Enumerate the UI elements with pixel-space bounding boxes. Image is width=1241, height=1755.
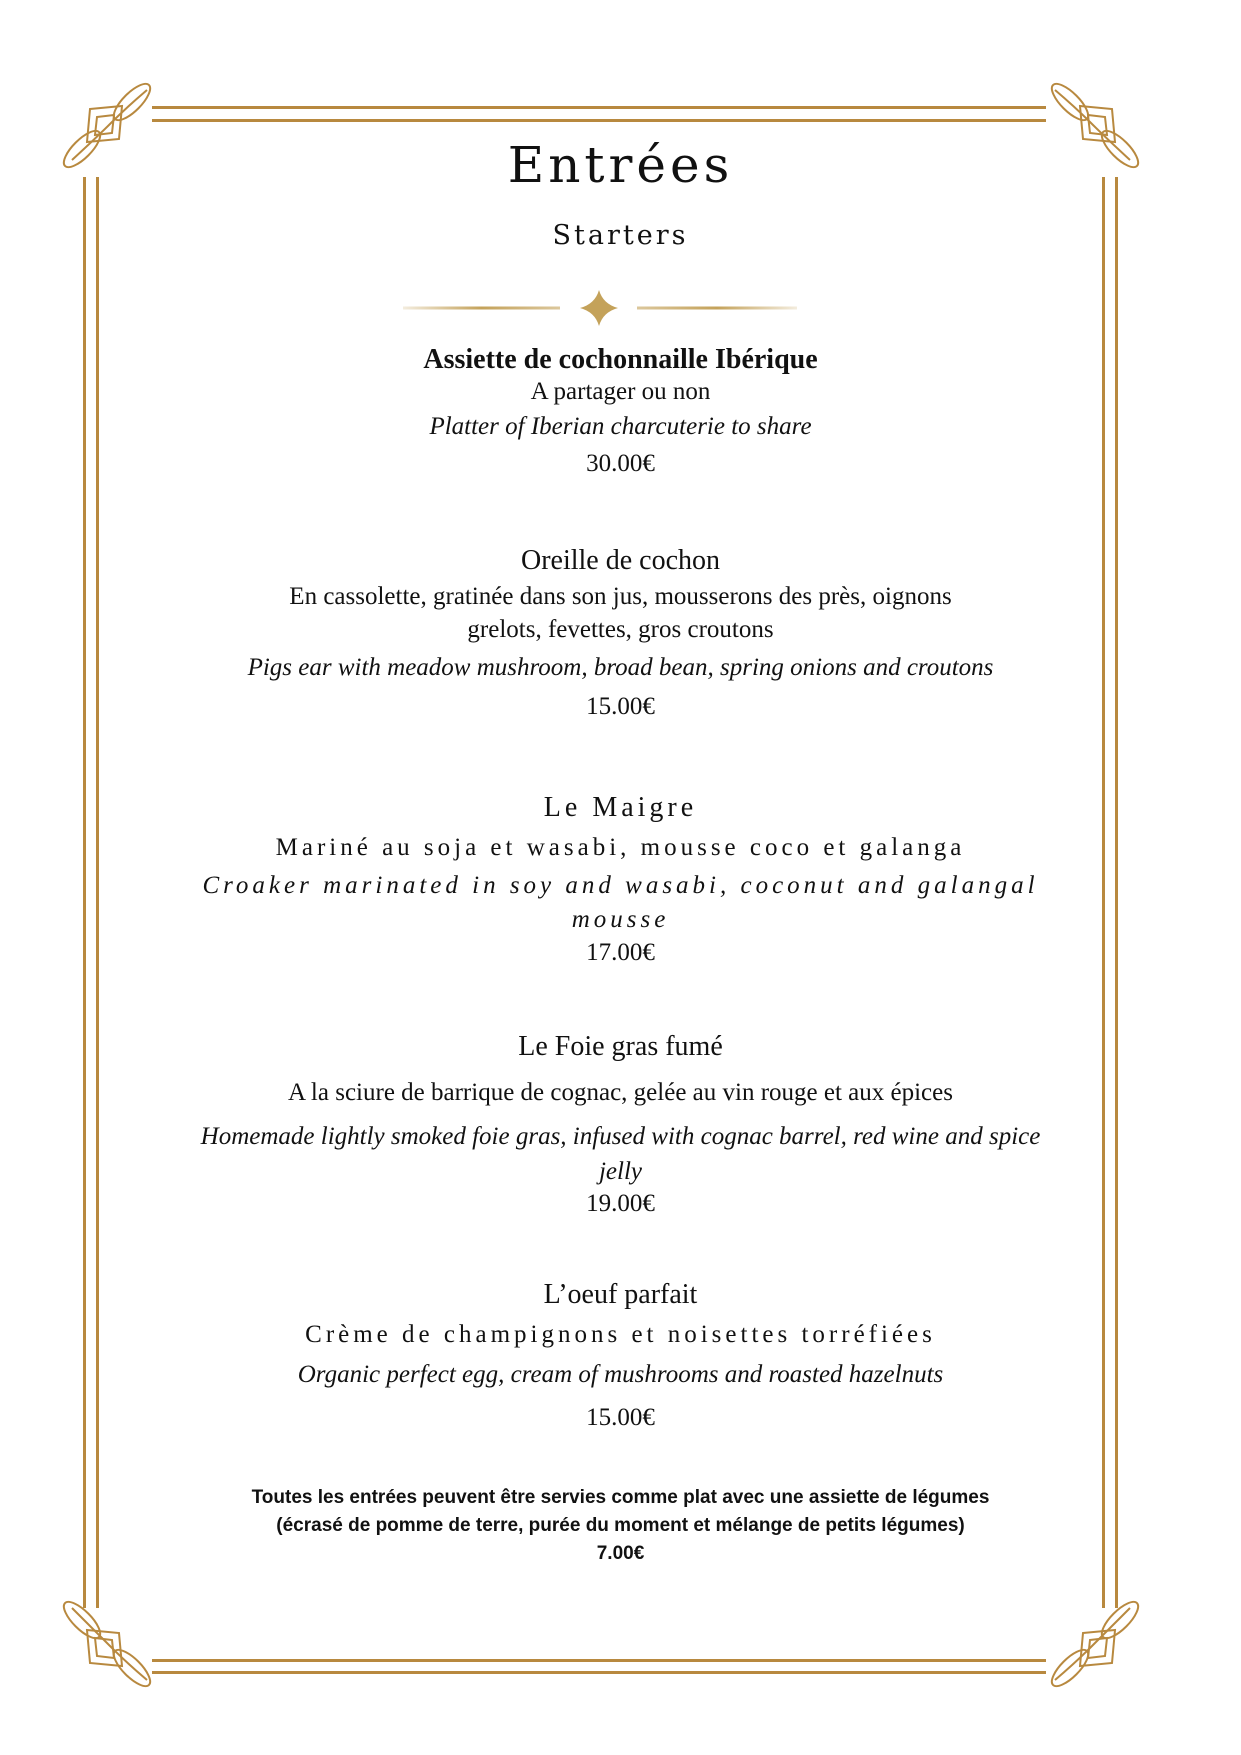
- menu-item: [100, 1025, 1141, 1221]
- frame-top-outer-line: [152, 106, 1046, 109]
- frame-left-outer-line: [83, 177, 86, 1608]
- item-description-line-2: grelots, fevettes, gros croutons: [467, 616, 774, 643]
- item-name: Assiette de cochonnaille Ibérique: [423, 344, 818, 375]
- item-price: 15.00€: [586, 693, 655, 720]
- item-price: 19.00€: [586, 1190, 655, 1217]
- menu-item: [100, 542, 1141, 724]
- item-description: A partager ou non: [530, 378, 711, 405]
- page-title: Entrées: [507, 136, 734, 194]
- item-name: Le Foie gras fumé: [518, 1031, 723, 1062]
- item-description: A la sciure de barrique de cognac, gelée au vin rouge et aux épices: [288, 1079, 953, 1106]
- item-price: 17.00€: [586, 939, 655, 966]
- divider-star-icon: [400, 290, 800, 326]
- page-subtitle: Starters: [552, 220, 689, 251]
- item-name: Le Maigre: [543, 792, 698, 823]
- item-price: 30.00€: [586, 450, 655, 477]
- frame-bottom-outer-line: [152, 1659, 1046, 1662]
- footnote: [100, 1484, 1141, 1568]
- item-english: Organic perfect egg, cream of mushrooms and roasted hazelnuts: [297, 1361, 944, 1388]
- item-description: Mariné au soja et wasabi, mousse coco et galanga: [275, 834, 966, 861]
- frame-bottom-inner-line: [152, 1671, 1046, 1674]
- item-english-line-2: jelly: [598, 1158, 643, 1185]
- item-name: Oreille de cochon: [520, 545, 721, 576]
- item-english-line-2: mousse: [571, 906, 670, 933]
- item-english: Platter of Iberian charcuterie to share: [429, 413, 812, 440]
- frame-top-inner-line: [152, 119, 1046, 122]
- item-name: L’oeuf parfait: [543, 1279, 698, 1310]
- item-english: Pigs ear with meadow mushroom, broad bean, spring onions and croutons: [247, 654, 994, 681]
- frame-left-inner-line: [96, 177, 99, 1608]
- item-english-line-1: Homemade lightly smoked foie gras, infused with cognac barrel, red wine and spice: [200, 1123, 1041, 1150]
- menu-item: [100, 788, 1141, 970]
- menu-item: [100, 1275, 1141, 1441]
- menu-item: [100, 343, 1141, 481]
- item-description-line-1: En cassolette, gratinée dans son jus, mousserons des près, oignons: [289, 583, 952, 610]
- corner-ornament-bottom-left-icon: [52, 1598, 162, 1708]
- footnote-price: 7.00€: [596, 1543, 645, 1564]
- footnote-line-2: (écrasé de pomme de terre, purée du moment et mélange de petits légumes): [276, 1515, 965, 1536]
- item-description: Crème de champignons et noisettes torréfiées: [305, 1321, 936, 1348]
- item-price: 15.00€: [586, 1404, 655, 1431]
- item-english-line-1: Croaker marinated in soy and wasabi, coconut and galangal: [202, 872, 1039, 899]
- corner-ornament-bottom-right-icon: [1040, 1598, 1150, 1708]
- footnote-line-1: Toutes les entrées peuvent être servies comme plat avec une assiette de légumes: [251, 1487, 990, 1508]
